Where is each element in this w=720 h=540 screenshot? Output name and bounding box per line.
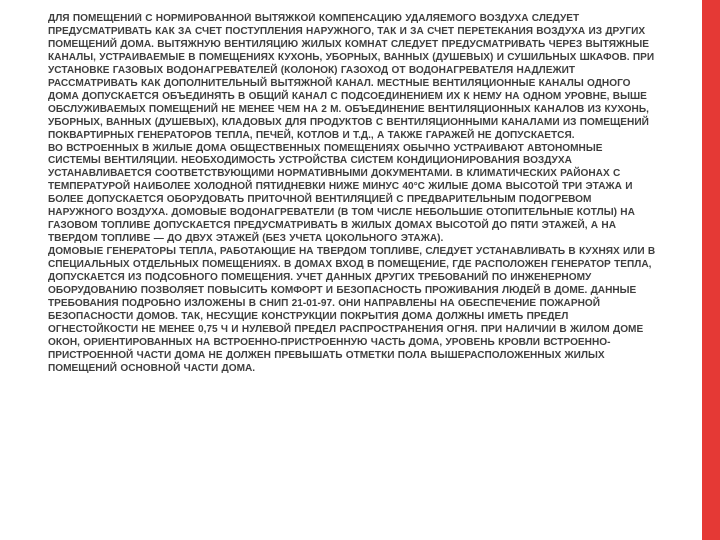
paragraph-heat-generators: ДОМОВЫЕ ГЕНЕРАТОРЫ ТЕПЛА, РАБОТАЮЩИЕ НА ТВЕРДОМ ТОПЛИВЕ, СЛЕДУЕТ УСТАНАВЛИВАТЬ В КУХНЯХ ИЛИ В СПЕЦИАЛЬНЫХ ОТДЕЛЬНЫХ ПОМЕЩЕНИЯХ. В ДОМАХ ВХОД В ПОМЕЩЕНИЕ, ГДЕ РАСПОЛОЖЕН ГЕНЕРАТОР ТЕПЛА, ДОПУСКАЕТСЯ ИЗ ПОДСОБНОГО ПОМЕЩЕНИЯ. УЧЕТ ДАННЫХ ДРУГИХ ТРЕБОВАНИЙ ПО ИНЖЕНЕРНОМУ ОБОРУДОВАНИЮ ПОЗВОЛЯЕТ ПОВЫСИТЬ КОМФОРТ И БЕЗОПАСНОСТЬ ПРОЖИВАНИЯ ЛЮДЕЙ В ДОМЕ. ДАННЫЕ ТРЕБОВАНИЯ ПОДРОБНО ИЗЛОЖЕНЫ В СНИП 21-01-97. ОНИ НАПРАВЛЕНЫ НА ОБЕСПЕЧЕНИЕ ПОЖАРНОЙ БЕЗОПАСНОСТИ ДОМОВ. ТАК, НЕСУЩИЕ КОНСТРУКЦИИ ПОКРЫТИЯ ДОМА ДОЛЖНЫ ИМЕТЬ ПРЕДЕЛ ОГНЕСТОЙКОСТИ НЕ МЕНЕЕ 0,75 Ч И НУЛЕВОЙ ПРЕДЕЛ РАСПРОСТРАНЕНИЯ ОГНЯ. ПРИ НАЛИЧИИ В ЖИЛОМ ДОМЕ ОКОН, ОРИЕНТИРОВАННЫХ НА ВСТРОЕННО-ПРИСТРОЕННУЮ ЧАСТЬ ДОМА, УРОВЕНЬ КРОВЛИ ВСТРОЕННО-ПРИСТРОЕННОЙ ЧАСТИ ДОМА НЕ ДОЛЖЕН ПРЕВЫШАТЬ ОТМЕТКИ ПОЛА ВЫШЕРАСПОЛОЖЕННЫХ ЖИЛЫХ ПОМЕЩЕНИЙ ОСНОВНОЙ ЧАСТИ ДОМА. [48,246,656,374]
slide-body-text [48,13,656,523]
paragraph-exhaust-ventilation: ДЛЯ ПОМЕЩЕНИЙ С НОРМИРОВАННОЙ ВЫТЯЖКОЙ КОМПЕНСАЦИЮ УДАЛЯЕМОГО ВОЗДУХА СЛЕДУЕТ ПРЕДУСМАТРИВАТЬ КАК ЗА СЧЕТ ПОСТУПЛЕНИЯ НАРУЖНОГО, ТАК И ЗА СЧЕТ ПЕРЕТЕКАНИЯ ВОЗДУХА ИЗ ДРУГИХ ПОМЕЩЕНИЙ ДОМА. ВЫТЯЖНУЮ ВЕНТИЛЯЦИЮ ЖИЛЫХ КОМНАТ СЛЕДУЕТ ПРЕДУСМАТРИВАТЬ ЧЕРЕЗ ВЫТЯЖНЫЕ КАНАЛЫ, УСТРАИВАЕМЫЕ В ПОМЕЩЕНИЯХ КУХОНЬ, УБОРНЫХ, ВАННЫХ (ДУШЕВЫХ) И СУШИЛЬНЫХ ШКАФОВ. ПРИ УСТАНОВКЕ ГАЗОВЫХ ВОДОНАГРЕВАТЕЛЕЙ (КОЛОНОК) ГАЗОХОД ОТ ВОДОНАГРЕВАТЕЛЯ НАДЛЕЖИТ РАССМАТРИВАТЬ КАК ДОПОЛНИТЕЛЬНЫЙ ВЫТЯЖНОЙ КАНАЛ. МЕСТНЫЕ ВЕНТИЛЯЦИОННЫЕ КАНАЛЫ ОДНОГО ДОМА ДОПУСКАЕТСЯ ОБЪЕДИНЯТЬ В ОБЩИЙ КАНАЛ С ПОДСОЕДИНЕНИЕМ ИХ К НЕМУ НА ОДНОМ УРОВНЕ, ВЫШЕ ОБСЛУЖИВАЕМЫХ ПОМЕЩЕНИЙ НЕ МЕНЕЕ ЧЕМ НА 2 М. ОБЪЕДИНЕНИЕ ВЕНТИЛЯЦИОННЫХ КАНАЛОВ ИЗ КУХОНЬ, УБОРНЫХ, ВАННЫХ (ДУШЕВЫХ), КЛАДОВЫХ ДЛЯ ПРОДУКТОВ С ВЕНТИЛЯЦИОННЫМИ КАНАЛАМИ ИЗ ПОМЕЩЕНИЙ ПОКВАРТИРНЫХ ГЕНЕРАТОРОВ ТЕПЛА, ПЕЧЕЙ, КОТЛОВ И Т.Д., А ТАКЖЕ ГАРАЖЕЙ НЕ ДОПУСКАЕТСЯ. [48,13,655,141]
paragraph-built-in-premises: ВО ВСТРОЕННЫХ В ЖИЛЫЕ ДОМА ОБЩЕСТВЕННЫХ ПОМЕЩЕНИЯХ ОБЫЧНО УСТРАИВАЮТ АВТОНОМНЫЕ СИСТЕМЫ ВЕНТИЛЯЦИИ. НЕОБХОДИМОСТЬ УСТРОЙСТВА СИСТЕМ КОНДИЦИОНИРОВАНИЯ ВОЗДУХА УСТАНАВЛИВАЕТСЯ СООТВЕТСТВУЮЩИМИ НОРМАТИВНЫМИ ДОКУМЕНТАМИ. В КЛИМАТИЧЕСКИХ РАЙОНАХ С ТЕМПЕРАТУРОЙ НАИБОЛЕЕ ХОЛОДНОЙ ПЯТИДНЕВКИ НИЖЕ МИНУС 40°С ЖИЛЫЕ ДОМА ВЫСОТОЙ ТРИ ЭТАЖА И БОЛЕЕ ДОПУСКАЕТСЯ ОБОРУДОВАТЬ ПРИТОЧНОЙ ВЕНТИЛЯЦИЕЙ С ПРЕДВАРИТЕЛЬНЫМ ПОДОГРЕВОМ НАРУЖНОГО ВОЗДУХА. ДОМОВЫЕ ВОДОНАГРЕВАТЕЛИ (В ТОМ ЧИСЛЕ НЕБОЛЬШИЕ ОТОПИТЕЛЬНЫЕ КОТЛЫ) НА ГАЗОВОМ ТОПЛИВЕ ДОПУСКАЕТСЯ ПРЕДУСМАТРИВАТЬ В ЖИЛЫХ ДОМАХ ВЫСОТОЙ ДО ПЯТИ ЭТАЖЕЙ, А НА ТВЕРДОМ ТОПЛИВЕ — ДО ДВУХ ЭТАЖЕЙ (БЕЗ УЧЕТА ЦОКОЛЬНОГО ЭТАЖА). [48,142,635,245]
accent-bar [702,0,720,540]
